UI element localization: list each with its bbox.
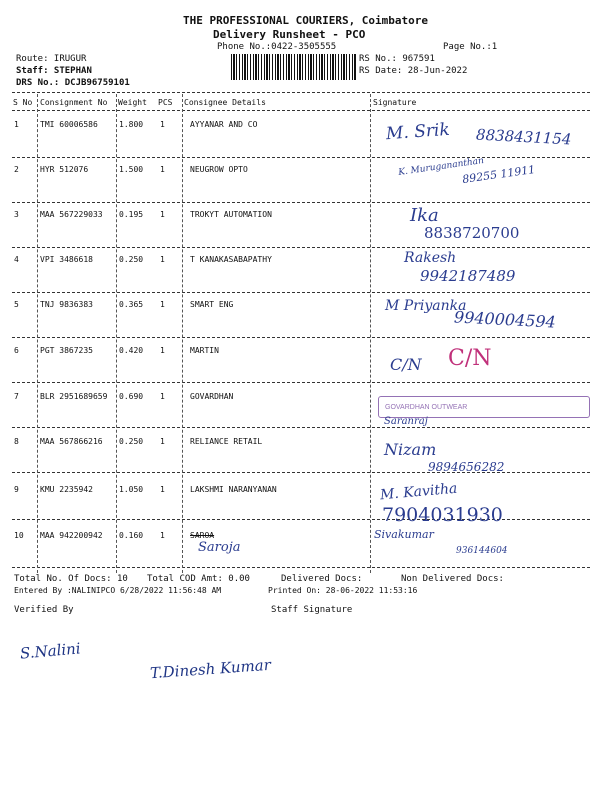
row-sno: 4 [14,255,19,264]
staff-signature-label: Staff Signature [271,605,353,615]
company-name: THE PROFESSIONAL COURIERS, Coimbatore [183,14,429,27]
staff-label: Staff: STEPHAN [16,66,92,76]
row-divider [12,247,590,248]
row-weight: 1.500 [119,165,144,174]
row-consignee: AYYANAR AND CO [190,120,258,129]
handwritten-signature: Sivakumar [374,528,434,541]
printed-on: Printed On: 28-06-2022 11:53:16 [268,586,418,595]
row-consignment-no: PGT 3867235 [40,346,93,355]
handwritten-phone: 9940004594 [453,307,557,332]
row-weight: 1.050 [119,485,144,494]
route-label: Route: IRUGUR [16,54,87,64]
row-weight: 0.420 [119,346,144,355]
table-bottom-rule [12,567,590,568]
total-docs: Total No. Of Docs: 10 [14,574,128,584]
handwritten-phone: 9942187489 [420,267,516,285]
row-consignee: SMART ENG [190,300,234,309]
verifier-signature: S.Nalini [19,639,82,663]
document-title: Delivery Runsheet - PCO [213,28,366,41]
column-header-consignment: Consignment No [40,98,108,107]
handwritten-phone: 8838720700 [424,224,520,242]
column-divider [37,94,38,573]
row-consignment-no: TNJ 9836383 [40,300,93,309]
handwritten-phone: 7904031930 [382,504,503,526]
handwritten-phone: 89255 11911 [461,162,537,187]
row-consignee: SAROA [190,531,215,540]
non-delivered-docs: Non Delivered Docs: [401,574,504,584]
delivered-docs: Delivered Docs: [281,574,363,584]
handwritten-phone: 9894656282 [428,460,505,474]
column-divider [182,94,183,573]
total-cod-amount: Total COD Amt: 0.00 [147,574,250,584]
row-consignee: GOVARDHAN [190,392,234,401]
row-sno: 8 [14,437,19,446]
column-header-weight: Weight [118,98,147,107]
row-consignee: RELIANCE RETAIL [190,437,263,446]
row-divider [12,427,590,428]
handwritten-signature: Saroja [198,540,241,555]
row-consignee: NEUGROW OPTO [190,165,248,174]
verified-by-label: Verified By [14,605,74,615]
column-header-pcs: PCS [158,98,173,107]
column-header-consignee: Consignee Details [184,98,266,107]
row-weight: 0.195 [119,210,144,219]
row-sno: 1 [14,120,19,129]
row-pcs: 1 [160,210,165,219]
rs-number: RS No.: 967591 [359,54,435,64]
handwritten-note: C/N [390,355,422,374]
handwritten-signature: Ika [410,205,439,226]
row-pcs: 1 [160,437,165,446]
row-sno: 7 [14,392,19,401]
drs-number: DRS No.: DCJB96759101 [16,78,130,88]
table-top-rule [12,92,590,93]
row-consignment-no: HYR 512076 [40,165,89,174]
handwritten-signature: Rakesh [404,250,457,266]
rs-date: RS Date: 28-Jun-2022 [359,66,468,76]
handwritten-phone: 936144604 [456,546,508,556]
row-consignee: LAKSHMI NARANYANAN [190,485,277,494]
row-pcs: 1 [160,485,165,494]
row-pcs: 1 [160,346,165,355]
row-consignee: TROKYT AUTOMATION [190,210,272,219]
row-sno: 10 [14,531,24,540]
company-stamp: GOVARDHAN OUTWEAR [378,396,590,418]
handwritten-signature: M. Srik [385,119,451,145]
row-pcs: 1 [160,255,165,264]
row-weight: 0.365 [119,300,144,309]
handwritten-name: K. Murugananthan [397,156,485,178]
row-pcs: 1 [160,392,165,401]
row-consignment-no: VPI 3486618 [40,255,93,264]
handwritten-signature: M. Kavitha [379,480,458,504]
row-sno: 5 [14,300,19,309]
row-consignment-no: MAA 567229033 [40,210,103,219]
row-consignment-no: TMI 60006586 [40,120,98,129]
row-divider [12,292,590,293]
column-header-signature: Signature [373,98,417,107]
phone-number: Phone No.:0422-3505555 [217,42,337,52]
row-divider [12,202,590,203]
row-consignment-no: BLR 2951689659 [40,392,108,401]
page-number: Page No.:1 [443,42,498,52]
barcode-image [231,54,357,80]
handwritten-note: C/N [448,346,492,371]
row-consignment-no: KMU 2235942 [40,485,93,494]
handwritten-signature: Saranraj [384,416,428,427]
row-pcs: 1 [160,531,165,540]
handwritten-phone: 8838431154 [475,125,572,149]
table-header-rule [12,110,590,111]
column-divider [116,94,117,573]
row-consignee: T KANAKASABAPATHY [190,255,272,264]
row-weight: 0.160 [119,531,144,540]
row-divider [12,157,590,158]
row-weight: 0.690 [119,392,144,401]
row-weight: 1.800 [119,120,144,129]
row-sno: 3 [14,210,19,219]
row-sno: 9 [14,485,19,494]
row-divider [12,519,590,520]
staff-handwritten-signature: T.Dinesh Kumar [149,655,272,683]
row-consignment-no: MAA 942200942 [40,531,103,540]
handwritten-signature: Nizam [384,440,437,459]
row-divider [12,337,590,338]
row-pcs: 1 [160,300,165,309]
row-sno: 6 [14,346,19,355]
handwritten-signature: M Priyanka [385,298,467,314]
row-pcs: 1 [160,165,165,174]
row-divider [12,382,590,383]
row-weight: 0.250 [119,255,144,264]
row-sno: 2 [14,165,19,174]
row-consignment-no: MAA 567866216 [40,437,103,446]
column-divider [370,94,371,573]
row-pcs: 1 [160,120,165,129]
column-header-sno: S No [13,98,33,107]
entered-by: Entered By :NALINIPCO 6/28/2022 11:56:48 AM [14,586,222,595]
row-consignee: MARTIN [190,346,219,355]
row-weight: 0.250 [119,437,144,446]
